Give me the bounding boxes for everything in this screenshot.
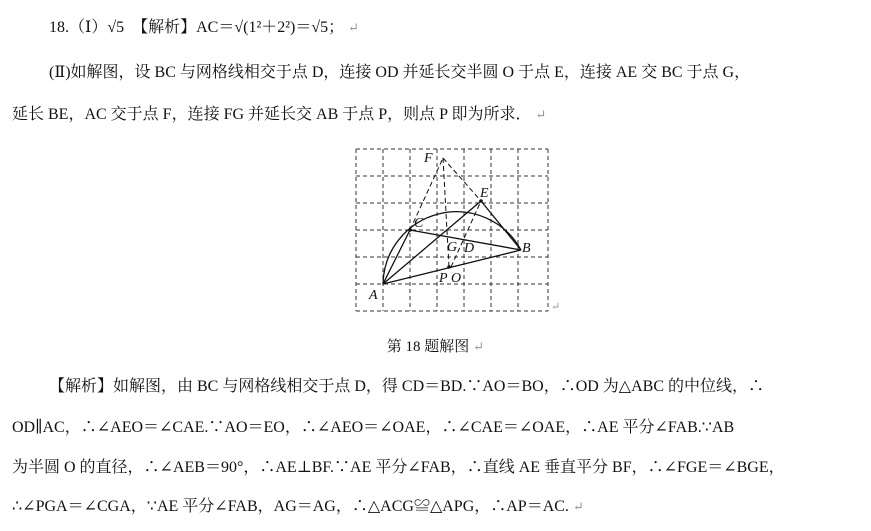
label-O: O — [451, 271, 462, 286]
dashed-FE — [443, 158, 481, 201]
problem-text-2: (Ⅱ)如解图，设 BC 与网格线相交于点 D，连接 OD 并延长交半圆 O 于点 E，连接 AE 交 BC 于点 G， — [49, 64, 751, 81]
label-D: D — [464, 241, 475, 256]
return-mark-icon: ↵ — [473, 339, 485, 354]
solution-line-3 — [12, 457, 861, 479]
return-mark-icon: ↵ — [348, 20, 360, 35]
solution-line-2 — [12, 417, 861, 439]
return-mark-icon: ↵ — [572, 499, 584, 514]
svg-text:↵: ↵ — [551, 301, 561, 313]
figure-caption — [0, 335, 871, 356]
problem-line-2 — [49, 62, 861, 84]
label-F: F — [424, 151, 433, 166]
caption-text: 第 18 题解图 — [386, 339, 470, 355]
solution-text-1: 【解析】如解图，由 BC 与网格线相交于点 D，得 CD＝BD.∵AO＝BO，∴OD 为△ABC 的中位线，∴ — [49, 378, 765, 395]
label-B: B — [522, 241, 531, 256]
problem-text-1: 18.（Ⅰ）√5 【解析】AC＝√(1²＋2²)＝√5； — [49, 19, 345, 36]
label-E: E — [480, 186, 489, 201]
segment-BE — [481, 201, 521, 250]
solution-text-4: ∴∠PGA＝∠CGA，∵AE 平分∠FAB，AG＝AG，∴△ACG≌△APG，∴AP＝AC. — [12, 498, 569, 515]
problem-line-1 — [49, 17, 861, 39]
solution-line-1 — [49, 376, 861, 398]
label-G: G — [447, 240, 458, 255]
return-mark-icon: ↵ — [535, 107, 547, 122]
solution-text-2: OD∥AC，∴∠AEO＝∠CAE.∵AO＝EO，∴∠AEO＝∠OAE，∴∠CAE＝∠OAE，∴AE 平分∠FAB.∵AB — [12, 419, 735, 436]
solution-text-3: 为半圆 O 的直径，∴∠AEB＝90°，∴AE⊥BF.∵AE 平分∠FAB，∴直线 AE 垂直平分 BF，∴∠FGE＝∠BGE， — [12, 459, 785, 476]
problem-text-3: 延长 BE，AC 交于点 F，连接 FG 并延长交 AB 于点 P，则点 P 即为所求． — [12, 106, 532, 123]
label-P: P — [439, 271, 448, 286]
grid — [356, 149, 548, 311]
label-A: A — [369, 288, 378, 303]
label-C: C — [414, 216, 424, 231]
solution-line-4 — [12, 496, 861, 518]
problem-line-3 — [12, 104, 861, 126]
solution-figure — [350, 143, 561, 315]
